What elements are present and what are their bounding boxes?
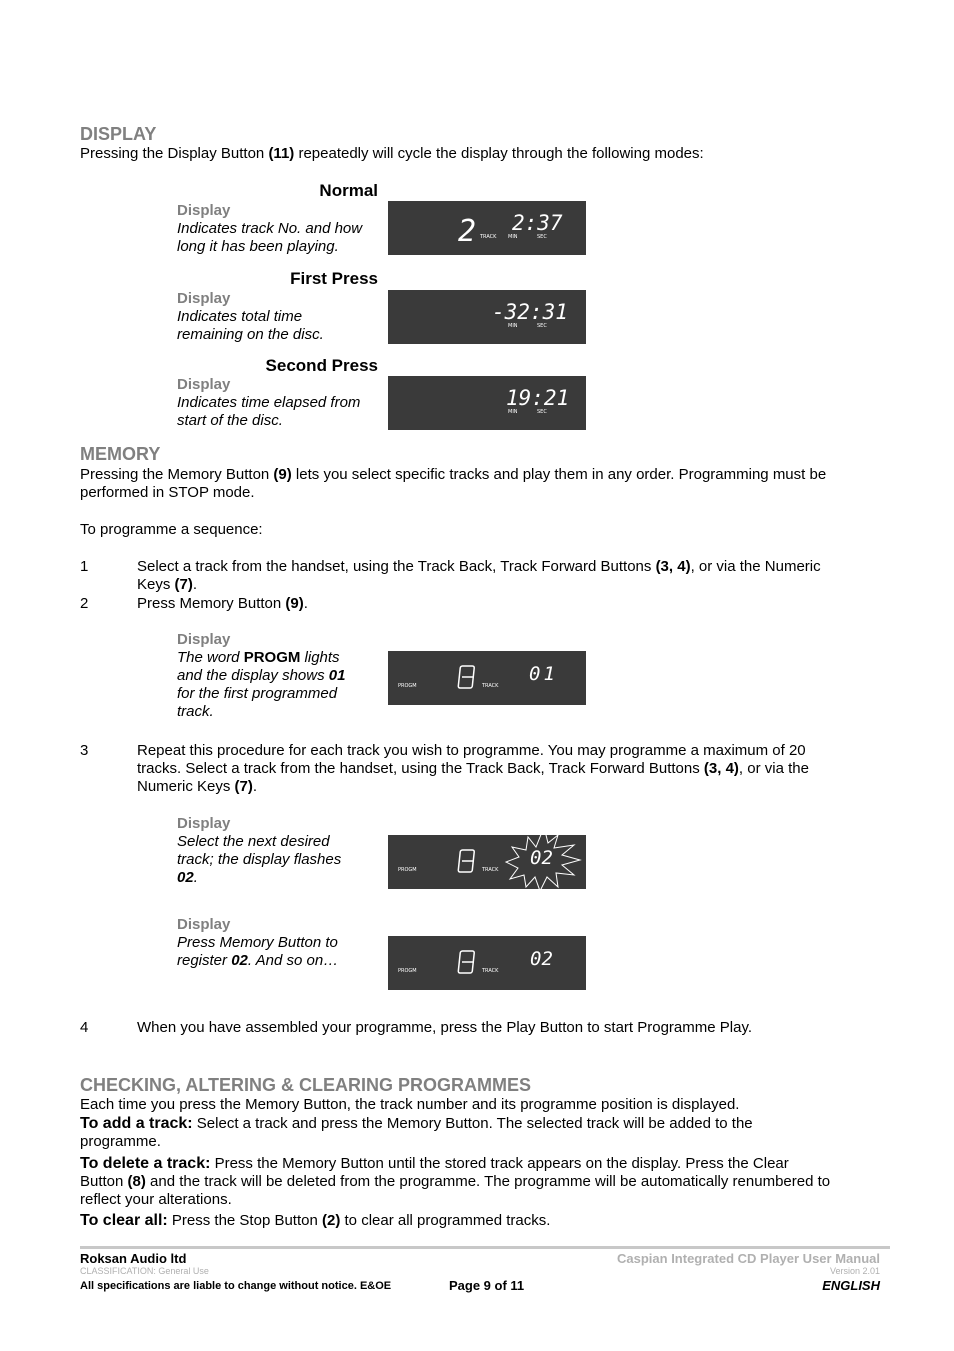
lcd-display-flashing-02 bbox=[388, 835, 586, 889]
lcd-label-progm: PROGM bbox=[398, 683, 417, 689]
delete-track-paragraph: To delete a track: Press the Memory Button until the stored track appears on the display. Press the Clear Button (8) and the track will be deleted from the programme. The programme will be automatically renumbered to reflect your alterations. bbox=[80, 1155, 831, 1208]
lcd-programme-number: 01 bbox=[529, 663, 558, 685]
clear-all-paragraph: To clear all: Press the Stop Button (2) to clear all programmed tracks. bbox=[80, 1212, 551, 1229]
lcd-display-normal bbox=[388, 201, 586, 255]
footer-disclaimer: All specifications are liable to change without notice. E&OE bbox=[80, 1280, 392, 1292]
step-text-1: Select a track from the handset, using the Track Back, Track Forward Buttons (3, 4), or via the Numeric Keys (7). bbox=[137, 558, 821, 593]
memory-intro-sequence: To programme a sequence: bbox=[80, 521, 263, 538]
footer-manual-title: Caspian Integrated CD Player User Manual bbox=[617, 1251, 880, 1266]
lcd-label-track: TRACK bbox=[482, 968, 499, 974]
memory-intro: Pressing the Memory Button (9) lets you select specific tracks and play them in any order. Programming must be performed in STOP mode. bbox=[80, 466, 827, 501]
footer-page-number: Page 9 of 11 bbox=[449, 1278, 525, 1293]
lcd-label-min: MIN bbox=[508, 234, 518, 240]
mode-label-normal: Normal bbox=[319, 181, 378, 200]
lcd-label-sec: SEC bbox=[537, 323, 547, 329]
lcd-label-min: MIN bbox=[508, 409, 518, 415]
lcd-label-sec: SEC bbox=[537, 234, 547, 240]
caption-first-press: Display Indicates total time remaining on the disc. bbox=[177, 290, 324, 343]
add-track-paragraph: To add a track: Select a track and press the Memory Button. The selected track will be added to the programme. bbox=[80, 1115, 753, 1150]
lcd-label-min: MIN bbox=[508, 323, 518, 329]
caption-second-press: Display Indicates time elapsed from start of the disc. bbox=[177, 376, 361, 429]
footer-divider bbox=[80, 1246, 890, 1249]
lcd-track-number: 2 bbox=[458, 214, 477, 249]
caption-register: Display Press Memory Button to register 02. And so on… bbox=[177, 916, 339, 969]
step-text-3: Repeat this procedure for each track you wish to programme. You may programme a maximum of 20 tracks. Select a track from the handset, using the Track Back, Track Forward Buttons (3, 4), or via the Numeric Keys (7). bbox=[137, 742, 809, 795]
lcd-display-second-press bbox=[388, 376, 586, 430]
lcd-label-progm: PROGM bbox=[398, 968, 417, 974]
lcd-programme-number: 02 bbox=[530, 948, 553, 970]
lcd-display-first-press bbox=[388, 290, 586, 344]
lcd-display-registered-02 bbox=[388, 936, 586, 990]
footer-language: ENGLISH bbox=[822, 1278, 880, 1293]
section-heading-display: DISPLAY bbox=[80, 124, 157, 144]
lcd-label-progm: PROGM bbox=[398, 867, 417, 873]
step-text-4: When you have assembled your programme, press the Play Button to start Programme Play. bbox=[137, 1019, 752, 1036]
section-heading-memory: MEMORY bbox=[80, 444, 161, 464]
lcd-display-progm-01 bbox=[388, 651, 586, 705]
step-number: 1 bbox=[80, 558, 89, 575]
step-number: 3 bbox=[80, 742, 89, 759]
lcd-programme-number: 02 bbox=[530, 847, 553, 869]
mode-label-first-press: First Press bbox=[290, 269, 378, 288]
mode-label-second-press: Second Press bbox=[265, 356, 378, 375]
step-number: 4 bbox=[80, 1019, 89, 1036]
lcd-label-track: TRACK bbox=[482, 683, 499, 689]
lcd-label-track: TRACK bbox=[482, 867, 499, 873]
footer-version: Version 2.01 bbox=[829, 1266, 880, 1276]
step-text-2: Press Memory Button (9). bbox=[137, 595, 308, 612]
step-number: 2 bbox=[80, 595, 89, 612]
lcd-time: -32:31 bbox=[492, 300, 568, 324]
lcd-time: 2:37 bbox=[512, 211, 563, 235]
section-heading-checking: CHECKING, ALTERING & CLEARING PROGRAMMES bbox=[80, 1075, 532, 1095]
caption-next: Display Select the next desired track; the display flashes 02. bbox=[177, 815, 342, 886]
display-intro: Pressing the Display Button (11) repeatedly will cycle the display through the following modes: bbox=[80, 145, 704, 162]
checking-intro: Each time you press the Memory Button, the track number and its programme position is displayed. bbox=[80, 1096, 740, 1113]
footer-company: Roksan Audio ltd bbox=[80, 1251, 187, 1266]
footer-classification: CLASSIFICATION: General Use bbox=[80, 1266, 209, 1276]
lcd-label-sec: SEC bbox=[537, 409, 547, 415]
lcd-time: 19:21 bbox=[506, 386, 570, 410]
lcd-label-track: TRACK bbox=[480, 234, 497, 240]
caption-progm: Display The word PROGM lights and the display shows 01 for the first programmed track. bbox=[177, 631, 346, 720]
caption-normal: Display Indicates track No. and how long it has been playing. bbox=[177, 202, 363, 255]
